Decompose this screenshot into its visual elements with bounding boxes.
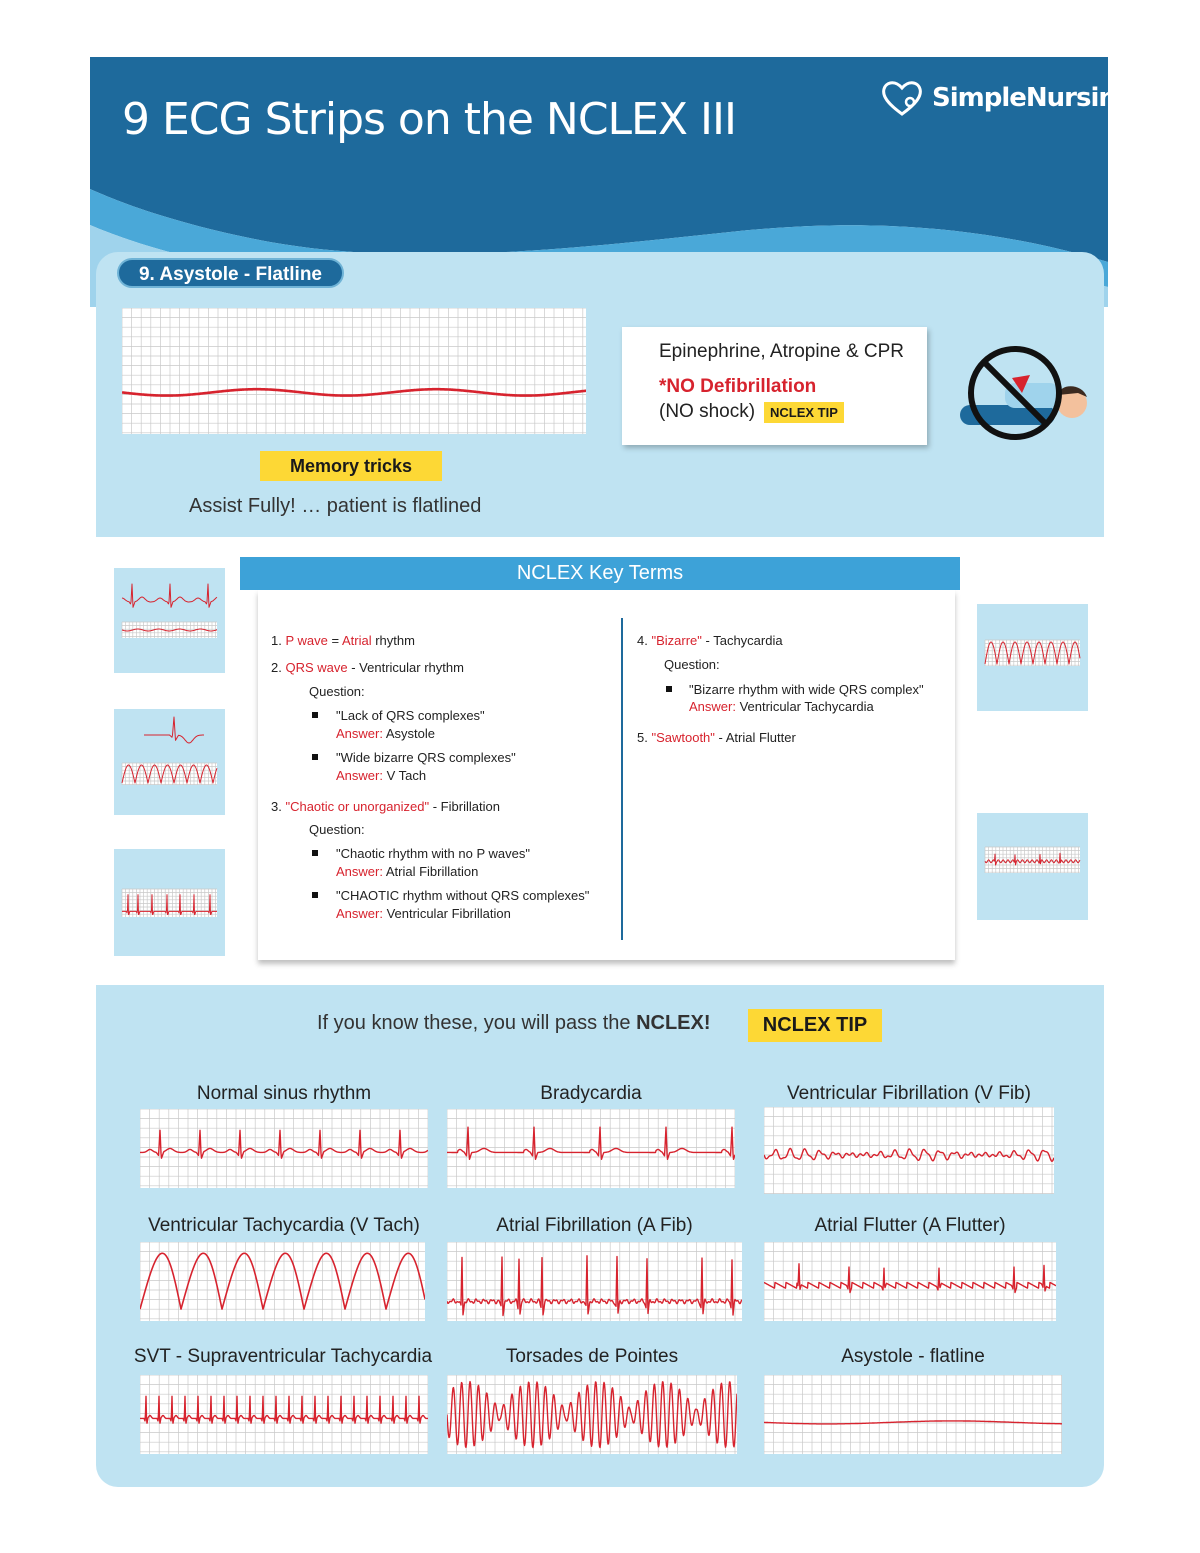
thumbnail-afib	[114, 849, 225, 956]
strip-asystole	[764, 1375, 1062, 1454]
answer-3b	[336, 906, 511, 921]
thumbnail-sinus	[114, 568, 225, 673]
strip-vtach	[140, 1242, 425, 1321]
strip-title-torsades: Torsades de Pointes	[505, 1346, 679, 1367]
term-2-term: QRS wave	[285, 660, 348, 675]
thumbnail-vtach-strip	[114, 709, 225, 815]
answer-label: Answer:	[689, 699, 736, 714]
strip-title-aflutter: Atrial Flutter (A Flutter)	[814, 1215, 1006, 1236]
term-4-num: 4.	[637, 633, 648, 648]
question-label: Question:	[309, 822, 365, 837]
no-defibrillation-icon	[950, 343, 1090, 443]
strip-title-nsr: Normal sinus rhythm	[196, 1083, 372, 1104]
key-terms-divider	[621, 618, 623, 940]
brand-logo	[880, 78, 1134, 118]
thumbnail-afib-strip	[114, 849, 225, 956]
term-4	[637, 633, 783, 648]
term-1	[271, 633, 415, 648]
term-2	[271, 660, 464, 675]
term-2-num: 2.	[271, 660, 282, 675]
asystole-strip	[122, 308, 586, 434]
strip-svt	[140, 1375, 428, 1454]
answer-2a-text: Asystole	[382, 726, 435, 741]
section-pill: 9. Asystole - Flatline	[117, 258, 344, 288]
strip-nsr	[140, 1109, 428, 1188]
answer-label: Answer:	[336, 864, 383, 879]
term-1-eq: =	[327, 633, 342, 648]
strip-afib	[447, 1242, 742, 1321]
term-4-term: "Bizarre"	[651, 633, 702, 648]
bottom-tip-main: If you know these, you will pass the	[317, 1012, 637, 1034]
bullet	[312, 892, 318, 898]
term-1-atrial: Atrial	[341, 633, 372, 648]
term-5-term: "Sawtooth"	[651, 730, 715, 745]
no-shock-text: (NO shock)	[659, 401, 756, 422]
answer-3b-text: Ventricular Fibrillation	[382, 906, 511, 921]
bullet	[312, 754, 318, 760]
nclex-tip-tag: NCLEX TIP	[764, 402, 844, 423]
answer-4	[689, 699, 874, 714]
answer-2b	[336, 768, 426, 783]
page-title: 9 ECG Strips on the NCLEX III	[122, 94, 736, 145]
bottom-tip-bold: NCLEX!	[636, 1012, 711, 1034]
answer-3a	[336, 864, 478, 879]
bullet	[312, 712, 318, 718]
bottom-tip-text	[317, 1012, 711, 1035]
question-3a: "Chaotic rhythm with no P waves"	[336, 846, 530, 861]
strip-brady	[447, 1109, 735, 1188]
answer-2b-text: V Tach	[382, 768, 427, 783]
strip-title-asystole: Asystole - flatline	[841, 1346, 985, 1367]
strip-vfib	[764, 1107, 1054, 1194]
memory-tricks-tag: Memory tricks	[260, 451, 442, 481]
thumbnail-sinus-strip	[114, 568, 225, 673]
bullet	[312, 850, 318, 856]
term-3-rest: - Fibrillation	[429, 799, 500, 814]
term-5-num: 5.	[637, 730, 648, 745]
bottom-nclex-tip-tag: NCLEX TIP	[748, 1009, 882, 1042]
thumbnail-flutter-strip	[977, 813, 1088, 920]
brand-name: SimpleNursing	[932, 83, 1134, 113]
question-label: Question:	[664, 657, 720, 672]
term-5-rest: - Atrial Flutter	[714, 730, 796, 745]
answer-3a-text: Atrial Fibrillation	[382, 864, 479, 879]
strip-title-svt: SVT - Supraventricular Tachycardia	[133, 1346, 433, 1367]
answer-4-text: Ventricular Tachycardia	[735, 699, 874, 714]
answer-label: Answer:	[336, 906, 383, 921]
term-3-num: 3.	[271, 799, 282, 814]
term-4-rest: - Tachycardia	[701, 633, 783, 648]
memory-trick-text: Assist Fully! … patient is flatlined	[189, 495, 482, 517]
grid-background	[764, 1107, 1054, 1194]
thumbnail-tachy	[977, 604, 1088, 711]
term-3-term: "Chaotic or unorganized"	[285, 799, 430, 814]
strip-title-brady: Bradycardia	[540, 1083, 642, 1104]
answer-label: Answer:	[336, 726, 383, 741]
answer-2a	[336, 726, 435, 741]
thumbnail-tachy-strip	[977, 604, 1088, 711]
strip-title-vfib: Ventricular Fibrillation (V Fib)	[787, 1083, 1031, 1104]
ecg-trace	[144, 717, 204, 743]
question-2a: "Lack of QRS complexes"	[336, 708, 485, 723]
thumbnail-flutter	[977, 813, 1088, 920]
strip-title-afib: Atrial Fibrillation (A Fib)	[496, 1215, 693, 1236]
strip-torsades	[447, 1375, 737, 1454]
answer-label: Answer:	[336, 768, 383, 783]
term-1-term: P wave	[285, 633, 328, 648]
question-3b: "CHAOTIC rhythm without QRS complexes"	[336, 888, 590, 903]
question-4: "Bizarre rhythm with wide QRS complex"	[689, 682, 924, 697]
term-2-rest: - Ventricular rhythm	[347, 660, 464, 675]
no-defib-warning: *NO Defibrillation	[659, 376, 817, 397]
strip-aflutter	[764, 1242, 1056, 1321]
key-terms-header: NCLEX Key Terms	[240, 557, 960, 590]
question-2b: "Wide bizarre QRS complexes"	[336, 750, 516, 765]
treatment-box	[622, 327, 927, 445]
treatment-text: Epinephrine, Atropine & CPR	[659, 341, 905, 362]
strip-title-vtach: Ventricular Tachycardia (V Tach)	[148, 1215, 420, 1236]
bullet	[666, 686, 672, 692]
stethoscope-heart-icon	[880, 78, 924, 118]
question-label: Question:	[309, 684, 365, 699]
term-1-num: 1.	[271, 633, 282, 648]
term-5	[637, 730, 796, 745]
thumbnail-vtach	[114, 709, 225, 815]
term-1-rest: rhythm	[371, 633, 415, 648]
term-3	[271, 799, 500, 814]
ecg-trace	[122, 584, 217, 607]
